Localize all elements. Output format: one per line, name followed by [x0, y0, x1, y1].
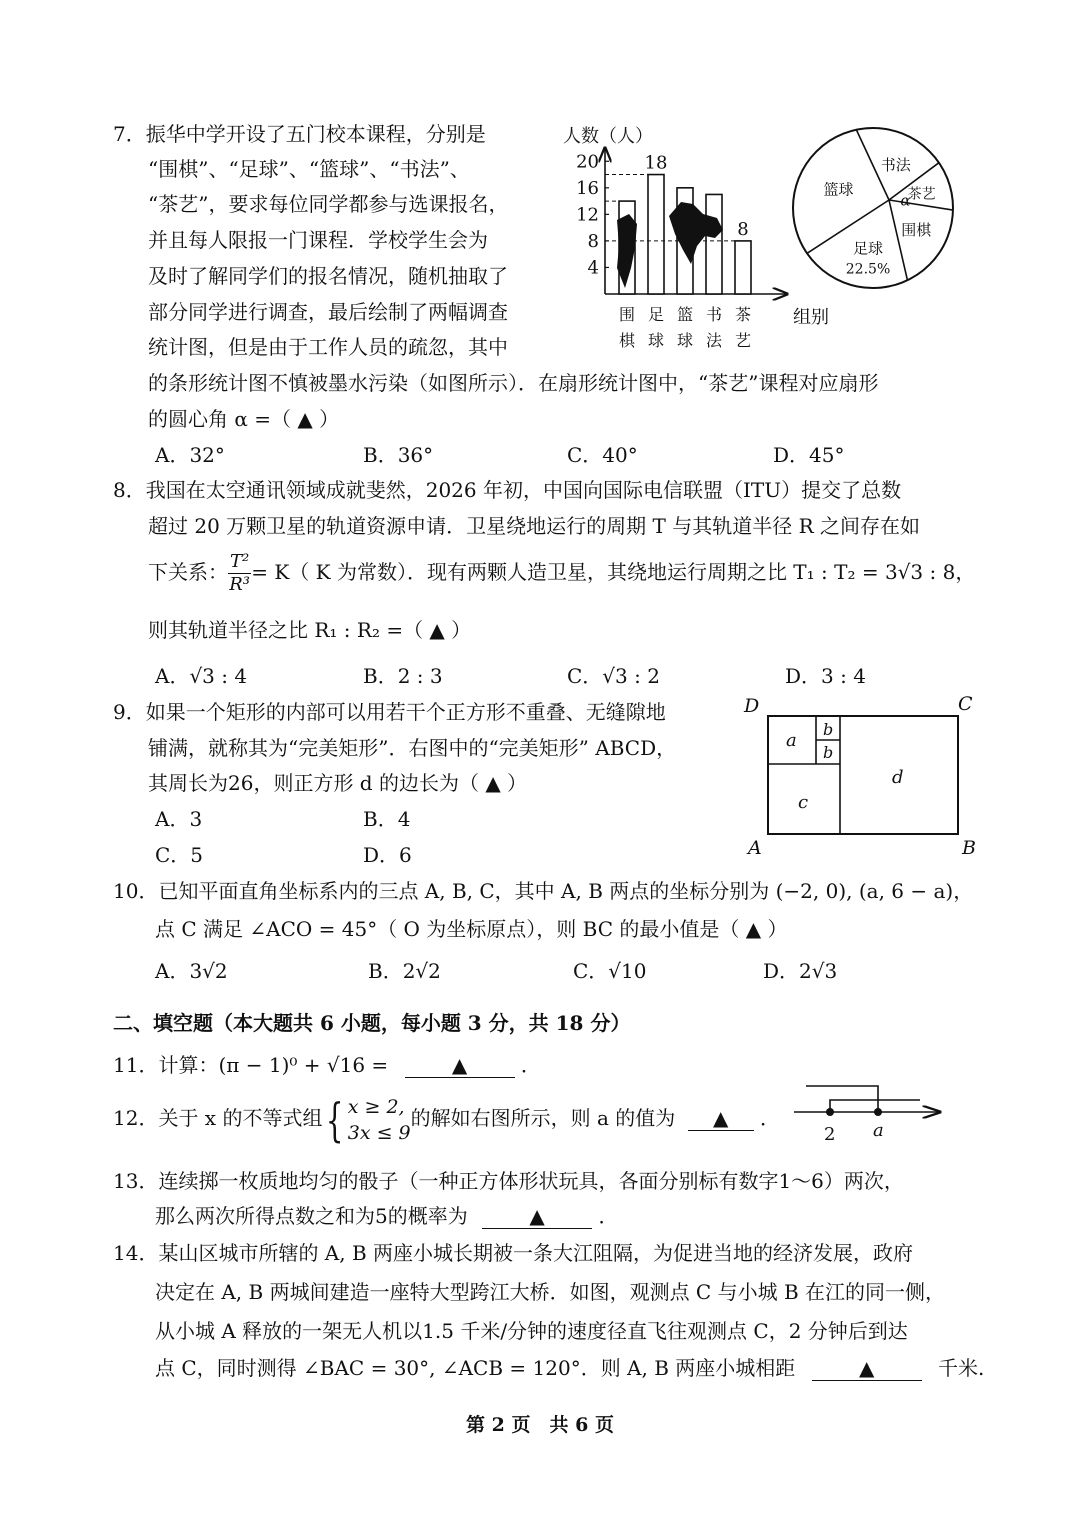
- q14-line-1: 14．某山区城市所辖的 A, B 两座小城长期被一条大江阻隔，为促进当地的经济发展，政府: [113, 1241, 914, 1265]
- x-category-label: 围: [618, 305, 636, 324]
- x-category-label: 球: [647, 331, 665, 350]
- bar-data-label: 8: [737, 218, 749, 240]
- pie-chart: [785, 120, 965, 300]
- solution-ray-x-le-3: [806, 1086, 878, 1112]
- pie-label-2: 茶艺: [907, 186, 936, 203]
- q13-answer-blank: ▲: [482, 1204, 592, 1229]
- y-tick-label: 16: [576, 177, 599, 199]
- q8-option-d: D．3 : 4: [785, 664, 866, 688]
- pie-alpha-label: α: [900, 191, 911, 210]
- bar-chart-ylabel: 人数（人）: [563, 126, 653, 147]
- q7-line-1: 7．振华中学开设了五门校本课程，分别是: [113, 122, 486, 146]
- square-b1-label: b: [823, 720, 834, 739]
- q9-line-2: 铺满，就称其为“完美矩形”．右图中的“完美矩形” ABCD，: [148, 736, 677, 760]
- q12-ineq-1: x ≥ 2,: [347, 1095, 405, 1118]
- q8-line-3-post: = K（ K 为常数）．现有两颗人造卫星，其绕地运行周期之比 T₁ : T₂ = 3√3 : 8，: [251, 560, 976, 584]
- pie-label-5: 篮球: [823, 180, 854, 199]
- q10-option-b: B．2√2: [368, 959, 441, 983]
- vertex-b-label: B: [962, 837, 976, 859]
- q9-option-c: C．5: [155, 843, 204, 867]
- q14-line-4: [155, 1352, 984, 1381]
- pie-label-3: 围棋: [901, 220, 932, 239]
- x-category-label: 球: [676, 331, 694, 350]
- q7-line-4: 并且每人限报一门课程．学校学生会为: [148, 228, 488, 252]
- perfect-rectangle-figure: [740, 688, 980, 863]
- x-category-label: 法: [705, 331, 723, 350]
- q11-end: ．: [520, 1053, 541, 1077]
- y-tick-label: 12: [576, 204, 599, 226]
- q8-fraction: [228, 553, 251, 594]
- q13-line-1: 13．连续掷一枚质地均匀的骰子（一种正方体形状玩具，各面分别标有数字1～6）两次，: [113, 1169, 904, 1193]
- bar-4: [706, 194, 722, 294]
- q8-line-3-pre: 下关系：: [148, 560, 228, 584]
- bar-chart-xlabel: 组别: [793, 307, 829, 328]
- q7-option-d: D．45°: [773, 443, 845, 467]
- q14-answer-blank: ▲: [812, 1356, 922, 1381]
- q14-line-3: 从小城 A 释放的一架无人机以1.5 千米/分钟的速度径直飞往观测点 C，2 分钟后到达: [155, 1319, 908, 1343]
- q10-line-2: 点 C 满足 ∠ACO = 45°（ O 为坐标原点），则 BC 的最小值是（ ▲ ）: [155, 917, 788, 941]
- x-category-label: 篮: [676, 305, 694, 324]
- square-b2-label: b: [823, 743, 834, 762]
- q7-line-2: “围棋”、“足球”、“篮球”、“书法”、: [148, 157, 470, 181]
- number-line-figure: [790, 1078, 950, 1148]
- number-line-label-a: a: [873, 1120, 884, 1141]
- q12-text-post: 的解如右图所示，则 a 的值为: [410, 1106, 676, 1130]
- q11-text: 11．计算：(π − 1)⁰ + √16 =: [113, 1053, 389, 1077]
- vertex-d-label: D: [744, 695, 760, 717]
- q11-line: [113, 1049, 541, 1078]
- q13-text: 那么两次所得点数之和为5的概率为: [155, 1204, 468, 1228]
- q8-option-c: C．√3 : 2: [567, 664, 660, 688]
- bar-data-label: 18: [644, 152, 668, 174]
- q9-option-d: D．6: [363, 843, 412, 867]
- q14-end: 千米.: [938, 1356, 985, 1380]
- q10-option-d: D．2√3: [763, 959, 838, 983]
- q12-end: ．: [760, 1106, 780, 1130]
- bar-5: [735, 241, 751, 294]
- pie-label-zuqiu-percent: 22.5%: [845, 261, 891, 278]
- q10-option-c: C．√10: [573, 959, 647, 983]
- section-2-title: 二、填空题（本大题共 6 小题，每小题 3 分，共 18 分）: [113, 1011, 631, 1035]
- q7-option-a: A．32°: [155, 443, 225, 467]
- q7-line-6: 部分同学进行调查，最后绘制了两幅调查: [148, 300, 508, 324]
- square-c-label: c: [798, 792, 809, 813]
- q12-inequalities: [348, 1094, 411, 1146]
- q7-line-8: 的条形统计图不慎被墨水污染（如图所示）．在扇形统计图中，“茶艺”课程对应扇形: [148, 371, 879, 395]
- q7-option-c: C．40°: [567, 443, 638, 467]
- vertex-c-label: C: [958, 693, 973, 715]
- q10-option-a: A．3√2: [155, 959, 228, 983]
- x-category-label: 艺: [734, 331, 752, 350]
- q11-answer-blank: ▲: [405, 1053, 515, 1078]
- q8-frac-numerator: T²: [230, 551, 250, 572]
- bar-2: [648, 175, 664, 294]
- q7-line-3: “茶艺”，要求每位同学都参与选课报名，: [148, 192, 509, 216]
- q14-line-2: 决定在 A, B 两城间建造一座特大型跨江大桥．如图，观测点 C 与小城 B 在江的同一侧，: [155, 1280, 945, 1304]
- q10-line-1: 10．已知平面直角坐标系内的三点 A, B, C，其中 A, B 两点的坐标分别为 (−2, 0), (a, 6 − a)，: [113, 879, 974, 903]
- q9-line-3: 其周长为26，则正方形 d 的边长为（ ▲ ）: [148, 771, 528, 795]
- y-tick-label: 8: [587, 230, 599, 252]
- x-category-label: 棋: [618, 331, 636, 350]
- q7-line-7: 统计图，但是由于工作人员的疏忽，其中: [148, 335, 508, 359]
- q7-line-5: 及时了解同学们的报名情况，随机抽取了: [148, 264, 508, 288]
- q12-ineq-2: 3x ≤ 9: [347, 1121, 411, 1144]
- q12-answer-blank: ▲: [688, 1106, 754, 1131]
- vertex-a-label: A: [748, 837, 762, 859]
- q9-option-a: A．3: [155, 807, 203, 831]
- q12-line: [113, 1090, 780, 1146]
- q13-end: ．: [598, 1204, 619, 1228]
- q8-line-4: 则其轨道半径之比 R₁ : R₂ =（ ▲ ）: [148, 618, 472, 642]
- q13-line-2: [155, 1200, 618, 1229]
- q7-line-9: 的圆心角 α =（ ▲ ）: [148, 407, 340, 431]
- q12-text-pre: 12．关于 x 的不等式组: [113, 1106, 323, 1130]
- pie-label-4: 足球: [853, 239, 884, 258]
- q14-text: 点 C，同时测得 ∠BAC = 30°, ∠ACB = 120°．则 A, B 两座小城相距: [155, 1356, 796, 1380]
- q9-option-b: B．4: [363, 807, 411, 831]
- number-line-label-2: 2: [824, 1124, 836, 1145]
- pie-sector-boundary: [889, 200, 907, 280]
- point-2: [826, 1108, 834, 1116]
- y-tick-label: 20: [576, 151, 599, 173]
- q12-brace: {: [326, 1092, 344, 1147]
- q8-line-3: [148, 548, 975, 596]
- q8-line-1: 8．我国在太空通讯领域成就斐然，2026 年初，中国向国际电信联盟（ITU）提交了总数: [113, 478, 902, 502]
- square-d-label: d: [892, 767, 904, 788]
- page-footer: 第 2 页 共 6 页: [466, 1414, 614, 1436]
- x-category-label: 书: [705, 305, 723, 324]
- q8-frac-denominator: R³: [229, 574, 250, 595]
- q7-option-b: B．36°: [363, 443, 434, 467]
- q8-option-b: B．2 : 3: [363, 664, 443, 688]
- x-category-label: 茶: [734, 305, 752, 324]
- q8-line-2: 超过 20 万颗卫星的轨道资源申请．卫星绕地运行的周期 T 与其轨道半径 R 之间存在如: [148, 514, 920, 538]
- x-category-label: 足: [647, 305, 665, 324]
- square-a-label: a: [786, 730, 797, 751]
- point-a: [874, 1108, 882, 1116]
- q8-option-a: A．√3 : 4: [155, 664, 248, 688]
- pie-label-1: 书法: [880, 155, 911, 174]
- q9-line-1: 9．如果一个矩形的内部可以用若干个正方形不重叠、无缝隙地: [113, 700, 666, 724]
- y-tick-label: 4: [587, 257, 599, 279]
